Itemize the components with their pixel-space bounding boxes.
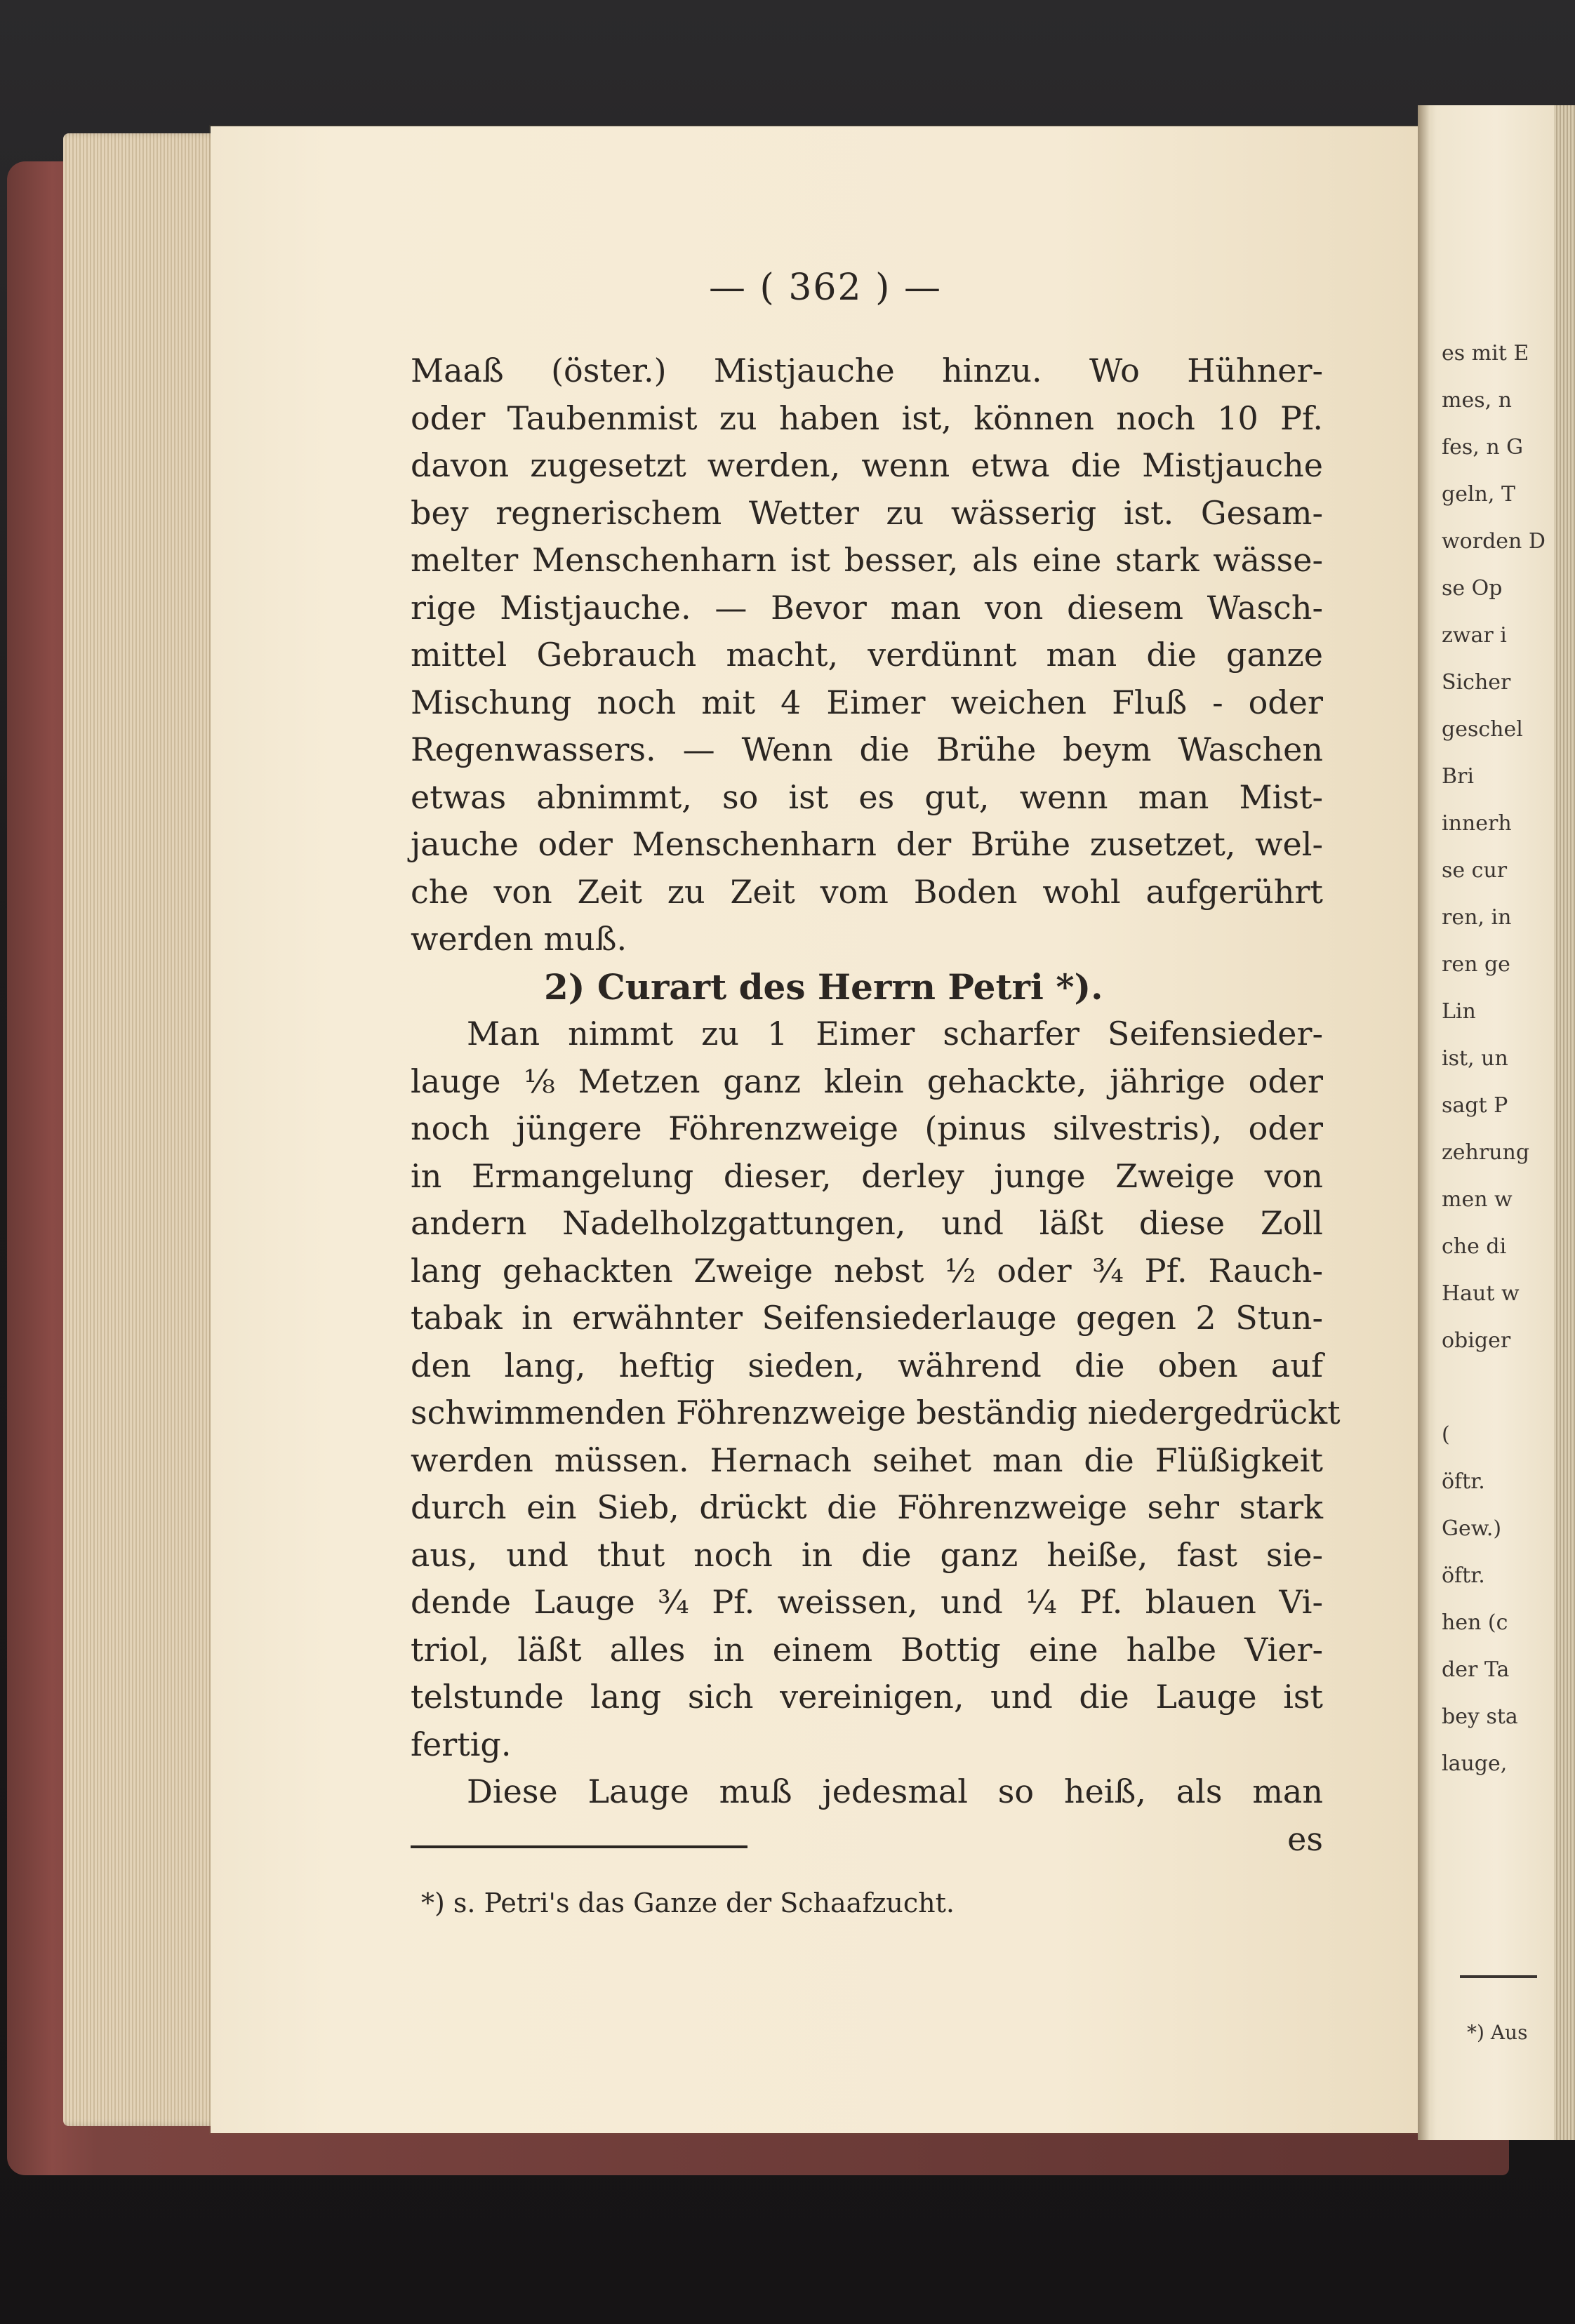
- neighbor-text-fragment: öftr.: [1442, 1563, 1485, 1588]
- text-line: oder Taubenmist zu haben ist, können noch 10 Pf.: [411, 399, 1323, 437]
- neighbor-text-fragment: sagt P: [1442, 1093, 1508, 1118]
- text-line: melter Menschenharn ist besser, als eine stark wässe-: [411, 541, 1323, 579]
- text-line: davon zugesetzt werden, wenn etwa die Mistjauche: [411, 446, 1323, 484]
- footnote: *) s. Petri's das Ganze der Schaafzucht.: [421, 1888, 955, 1918]
- text-line: durch ein Sieb, drückt die Föhrenzweige sehr stark: [411, 1488, 1323, 1526]
- text-line: tabak in erwähnter Seifensiederlauge gegen 2 Stun-: [411, 1299, 1323, 1337]
- neighbor-text-fragment: zehrung: [1442, 1140, 1530, 1165]
- neighbor-text-fragment: che di: [1442, 1234, 1507, 1259]
- text-line: che von Zeit zu Zeit vom Boden wohl aufgerührt: [411, 872, 1323, 911]
- text-line: dende Lauge ¾ Pf. weissen, und ¼ Pf. blauen Vi-: [411, 1583, 1323, 1621]
- text-line: triol, läßt alles in einem Bottig eine halbe Vier-: [411, 1630, 1323, 1669]
- text-line: in Ermangelung dieser, derley junge Zweige von: [411, 1156, 1323, 1195]
- text-line: bey regnerischem Wetter zu wässerig ist. Gesam-: [411, 493, 1323, 532]
- neighbor-text-fragment: Bri: [1442, 764, 1474, 789]
- text-line: mittel Gebrauch macht, verdünnt man die ganze: [411, 636, 1323, 674]
- neighbor-text-fragment: innerh: [1442, 811, 1512, 836]
- text-line: etwas abnimmt, so ist es gut, wenn man Mist-: [411, 777, 1323, 816]
- neighbor-text-fragment: fes, n G: [1442, 435, 1524, 460]
- text-line: jauche oder Menschenharn der Brühe zusetzet, wel-: [411, 825, 1323, 863]
- neighbor-text-fragment: ist, un: [1442, 1046, 1508, 1071]
- text-line: schwimmenden Föhrenzweige beständig niedergedrückt: [411, 1394, 1341, 1431]
- text-line: den lang, heftig sieden, während die oben auf: [411, 1346, 1323, 1384]
- text-line: Mischung noch mit 4 Eimer weichen Fluß - oder: [411, 683, 1323, 721]
- neighbor-footnote-rule: [1460, 1975, 1537, 1978]
- text-line: fertig.: [411, 1725, 512, 1763]
- neighbor-text-fragment: hen (c: [1442, 1610, 1508, 1635]
- text-line: werden müssen. Hernach seihet man die Flüßigkeit: [411, 1441, 1323, 1479]
- neighbor-text-fragment: geschel: [1442, 717, 1523, 742]
- neighbor-text-fragment: Haut w: [1442, 1281, 1520, 1306]
- page-header: — ( 362 ) —: [709, 267, 942, 309]
- neighbor-text-fragment: geln, T: [1442, 482, 1515, 507]
- text-line: Regenwassers. — Wenn die Brühe beym Waschen: [411, 730, 1323, 768]
- neighbor-page-edge: [1554, 105, 1575, 2140]
- neighbor-text-fragment: se Op: [1442, 576, 1503, 601]
- neighbor-text-fragment: es mit E: [1442, 341, 1529, 366]
- neighbor-page: [1418, 105, 1575, 2140]
- neighbor-text-fragment: Sicher: [1442, 670, 1511, 695]
- text-line: werden muß.: [411, 920, 627, 958]
- neighbor-text-fragment: worden D: [1442, 529, 1546, 554]
- neighbor-page-text: [1442, 330, 1547, 1787]
- neighbor-text-fragment: öftr.: [1442, 1469, 1485, 1494]
- neighbor-text-fragment: men w: [1442, 1187, 1513, 1212]
- neighbor-text-fragment: ren, in: [1442, 905, 1512, 930]
- neighbor-text-fragment: (: [1442, 1422, 1450, 1447]
- neighbor-text-fragment: lauge,: [1442, 1751, 1508, 1776]
- text-line: lauge ⅛ Metzen ganz klein gehackte, jährige oder: [411, 1062, 1323, 1100]
- section-heading: 2) Curart des Herrn Petri *).: [544, 966, 1103, 1008]
- neighbor-text-fragment: mes, n: [1442, 388, 1512, 413]
- text-line: Diese Lauge muß jedesmal so heiß, als man: [467, 1772, 1323, 1810]
- text-line: lang gehackten Zweige nebst ½ oder ¾ Pf. Rauch-: [411, 1251, 1323, 1290]
- text-line: es: [1287, 1819, 1323, 1858]
- neighbor-text-fragment: se cur: [1442, 858, 1508, 883]
- text-line: rige Mistjauche. — Bevor man von diesem Wasch-: [411, 588, 1323, 627]
- neighbor-text-fragment: obiger: [1442, 1328, 1511, 1353]
- neighbor-text-fragment: Lin: [1442, 999, 1476, 1024]
- text-line: Maaß (öster.) Mistjauche hinzu. Wo Hühner-: [411, 352, 1323, 389]
- neighbor-footnote: *) Aus: [1467, 2021, 1528, 2044]
- text-line: aus, und thut noch in die ganz heiße, fast sie-: [411, 1535, 1323, 1574]
- neighbor-text-fragment: [1442, 1364, 1547, 1411]
- neighbor-text-fragment: der Ta: [1442, 1657, 1510, 1682]
- neighbor-text-fragment: bey sta: [1442, 1704, 1518, 1729]
- neighbor-text-fragment: Gew.): [1442, 1516, 1502, 1541]
- neighbor-text-fragment: ren ge: [1442, 952, 1510, 977]
- neighbor-text-fragment: zwar i: [1442, 623, 1507, 648]
- text-line: andern Nadelholzgattungen, und läßt diese Zoll: [411, 1204, 1323, 1242]
- page-body-text: [411, 347, 1341, 1863]
- text-line: noch jüngere Föhrenzweige (pinus silvestris), oder: [411, 1109, 1323, 1147]
- text-line: telstunde lang sich vereinigen, und die Lauge ist: [411, 1678, 1323, 1716]
- footnote-rule: [411, 1845, 747, 1848]
- neighbor-gutter: [1418, 105, 1430, 2140]
- page-stack-edge: [63, 133, 225, 2126]
- text-line: Man nimmt zu 1 Eimer scharfer Seifensieder-: [467, 1015, 1323, 1053]
